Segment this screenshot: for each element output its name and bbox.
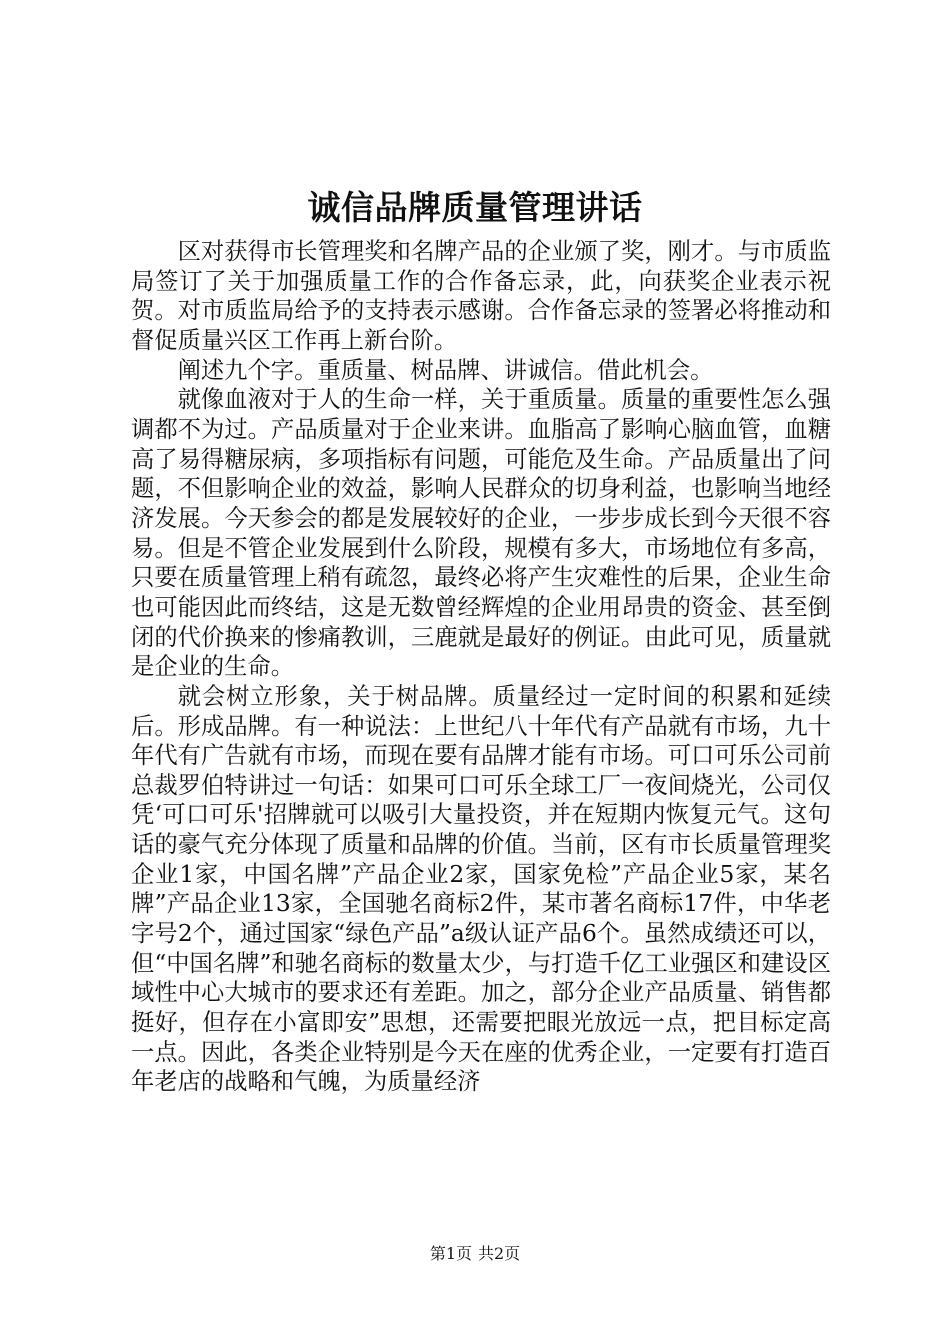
- paragraph-1: 区对获得市长管理奖和名牌产品的企业颁了奖，刚才。与市质监局签订了关于加强质量工作的合作备忘录，此，向获奖企业表示祝贺。对市质监局给予的支持表示感谢。合作备忘录的签署必将推动和督促质量兴区工作再上新台阶。: [131, 238, 831, 354]
- paragraph-2: 阐述九个字。重质量、树品牌、讲诚信。借此机会。: [177, 356, 714, 384]
- paragraph-4: 就会树立形象，关于树品牌。质量经过一定时间的积累和延续后。形成品牌。有一种说法：上世纪八十年代有产品就有市场，九十年代有广告就有市场，而现在要有品牌才能有市场。可口可乐公司前总裁罗伯特讲过一句话：如果可口可乐全球工厂一夜间烧光，公司仅凭‘可口可乐'招牌就可以吸引大量投资，并在短期内恢复元气。这句话的豪气充分体现了质量和品牌的价值。当前，区有市长质量管理奖企业1家，中国名牌”产品企业2家，国家免检”产品企业5家，某名牌”产品企业13家，全国驰名商标2件，某市著名商标17件，中华老字号2个，通过国家“绿色产品”a级认证产品6个。虽然成绩还可以，但“中国名牌”和驰名商标的数量太少，与打造千亿工业强区和建设区域性中心大城市的要求还有差距。加之，部分企业产品质量、销售都挺好，但存在小富即安”思想，还需要把眼光放远一点，把目标定高一点。因此，各类企业特别是今天在座的优秀企业，一定要有打造百年老店的战略和气魄，为质量经济: [131, 682, 831, 1096]
- document-body: [131, 237, 831, 1097]
- document-title: 诚信品牌质量管理讲话: [307, 188, 643, 227]
- page-number: 第1页: [429, 1244, 472, 1263]
- page-total: 共2页: [478, 1244, 521, 1263]
- paragraph-3: 就像血液对于人的生命一样，关于重质量。质量的重要性怎么强调都不为过。产品质量对于企业来讲。血脂高了影响心脑血管，血糖高了易得糖尿病，多项指标有问题，可能危及生命。产品质量出了问题，不但影响企业的效益，影响人民群众的切身利益，也影响当地经济发展。今天参会的都是发展较好的企业，一步步成长到今天很不容易。但是不管企业发展到什么阶段，规模有多大，市场地位有多高，只要在质量管理上稍有疏忽，最终必将产生灾难性的后果，企业生命也可能因此而终结，这是无数曾经辉煌的企业用昂贵的资金、甚至倒闭的代价换来的惨痛教训，三鹿就是最好的例证。由此可见，质量就是企业的生命。: [131, 386, 831, 681]
- page-footer: [0, 1243, 950, 1265]
